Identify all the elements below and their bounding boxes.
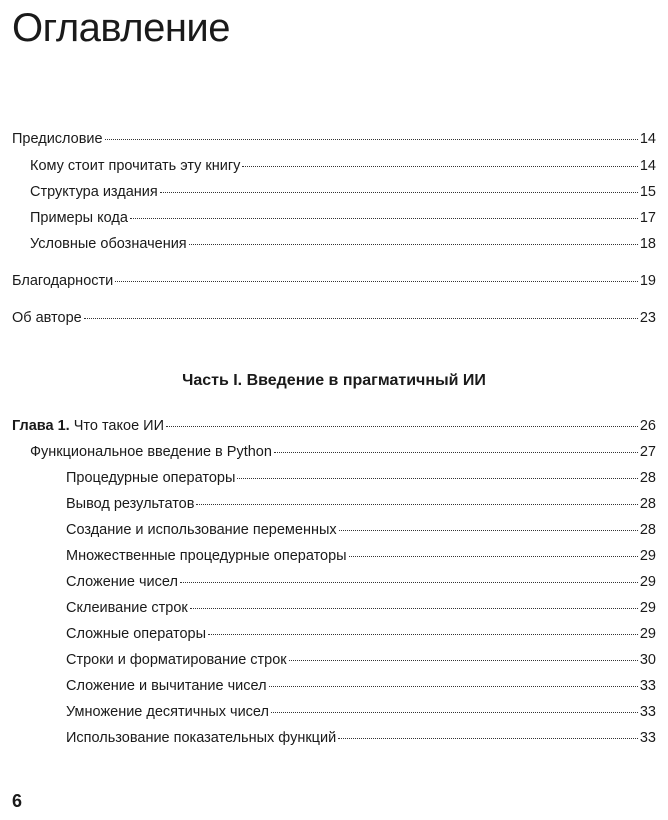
toc-entry-code-examples[interactable]: [30, 208, 656, 228]
toc-entry-about-author[interactable]: [12, 308, 656, 328]
toc-entry-label: Процедурные операторы: [66, 470, 236, 486]
toc-entry-label: Сложение чисел: [66, 574, 178, 590]
toc-entry[interactable]: [66, 572, 656, 592]
toc-entry-page: 29: [639, 574, 656, 590]
toc-entry-page: 28: [639, 522, 656, 538]
dot-leader: [242, 166, 637, 167]
toc-entry-who-should-read[interactable]: [30, 156, 656, 176]
dot-leader: [349, 556, 638, 557]
toc-entry-page: 33: [639, 678, 656, 694]
toc-entry-label: Структура издания: [30, 184, 158, 200]
toc-entry-page: 17: [639, 210, 656, 226]
toc-entry-page: 18: [639, 236, 656, 252]
toc-entry-label: Кому стоит прочитать эту книгу: [30, 158, 241, 174]
toc-entry-preface[interactable]: [12, 129, 656, 149]
toc-entry-label: Сложение и вычитание чисел: [66, 678, 267, 694]
toc-entry-page: 14: [639, 158, 656, 174]
toc-entry-page: 33: [639, 704, 656, 720]
toc-entry-chapter-1[interactable]: [12, 416, 656, 436]
toc-entry-label: Предисловие: [12, 131, 103, 147]
dot-leader: [130, 218, 638, 219]
page-number: 6: [12, 791, 23, 811]
toc-entry[interactable]: [66, 598, 656, 618]
dot-leader: [237, 478, 637, 479]
toc-entry[interactable]: [66, 520, 656, 540]
toc-entry-label: Склеивание строк: [66, 600, 188, 616]
toc-entry[interactable]: [66, 494, 656, 514]
toc-entry-page: 28: [639, 470, 656, 486]
dot-leader: [269, 686, 638, 687]
toc-entry-page: 28: [639, 496, 656, 512]
toc-entry-page: 29: [639, 626, 656, 642]
dot-leader: [189, 244, 638, 245]
dot-leader: [274, 452, 638, 453]
toc-entry[interactable]: [66, 650, 656, 670]
toc-entry[interactable]: [66, 676, 656, 696]
dot-leader: [180, 582, 638, 583]
toc-entry-page: 30: [639, 652, 656, 668]
toc-entry-label: Умножение десятичных чисел: [66, 704, 269, 720]
dot-leader: [338, 738, 638, 739]
toc-entry-page: 23: [639, 310, 656, 326]
toc-entry-label: Благодарности: [12, 273, 114, 289]
toc-entry-page: 14: [639, 131, 656, 147]
toc-entry-acknowledgements[interactable]: [12, 271, 656, 291]
toc-entry-page: 19: [639, 273, 656, 289]
dot-leader: [105, 139, 638, 140]
chapter-prefix: Глава 1.: [12, 418, 70, 434]
dot-leader: [289, 660, 638, 661]
toc-entry-page: 29: [639, 548, 656, 564]
toc-entry-label: Сложные операторы: [66, 626, 207, 642]
toc-entry-python-intro[interactable]: [30, 442, 656, 462]
toc-entry-label: Примеры кода: [30, 210, 128, 226]
dot-leader: [271, 712, 638, 713]
toc-entry-page: 33: [639, 730, 656, 746]
toc-entry-page: 29: [639, 600, 656, 616]
toc-entry-page: 26: [639, 418, 656, 434]
toc-entry-structure[interactable]: [30, 182, 656, 202]
toc-entry-label: Функциональное введение в Python: [30, 444, 272, 460]
toc-entry-page: 27: [639, 444, 656, 460]
dot-leader: [115, 281, 638, 282]
toc-entry-conventions[interactable]: [30, 234, 656, 254]
toc-entry-label: Вывод результатов: [66, 496, 195, 512]
toc-entry[interactable]: [66, 546, 656, 566]
toc-entry-label: Множественные процедурные операторы: [66, 548, 347, 564]
toc-entry[interactable]: [66, 702, 656, 722]
dot-leader: [190, 608, 638, 609]
dot-leader: [166, 426, 638, 427]
chapter-title: Что такое ИИ: [73, 418, 165, 434]
dot-leader: [339, 530, 638, 531]
dot-leader: [84, 318, 638, 319]
page-title: Оглавление: [12, 6, 231, 50]
toc-entry-label: Использование показательных функций: [66, 730, 337, 746]
dot-leader: [196, 504, 637, 505]
toc-entry[interactable]: [66, 624, 656, 644]
toc-entry-label: Условные обозначения: [30, 236, 187, 252]
toc-entry-label: [12, 416, 164, 436]
dot-leader: [208, 634, 638, 635]
toc-entry[interactable]: [66, 468, 656, 488]
toc-entry-label: Создание и использование переменных: [66, 522, 337, 538]
toc-entry-label: Строки и форматирование строк: [66, 652, 287, 668]
toc-entry[interactable]: [66, 728, 656, 748]
toc-entry-label: Об авторе: [12, 310, 82, 326]
toc-entry-page: 15: [639, 184, 656, 200]
part-heading: Часть I. Введение в прагматичный ИИ: [182, 372, 486, 389]
dot-leader: [160, 192, 638, 193]
